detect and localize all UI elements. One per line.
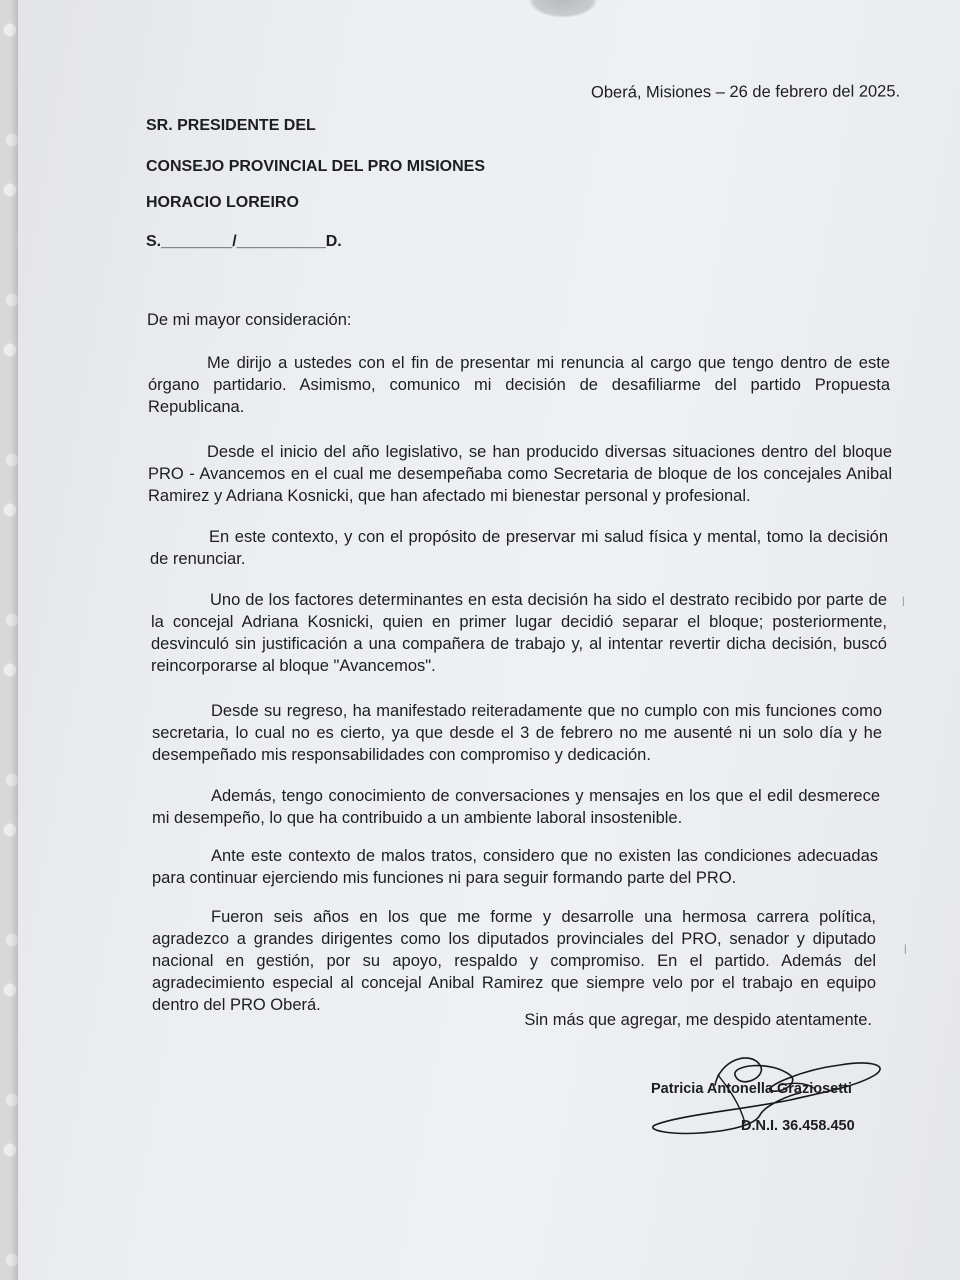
paragraph-5: Desde su regreso, ha manifestado reiteradamente que no cumplo con mis funciones como secretaria, lo cual no es cierto, ya que desde el 3 de febrero no me ausenté ni un solo día y he desempeñado mis responsabilidades con compromiso y dedicación.: [152, 702, 882, 764]
date-line: Oberá, Misiones – 26 de febrero del 2025.: [590, 82, 901, 102]
closing-line: Sin más que agregar, me despido atentamente.: [524, 1011, 872, 1029]
recipient-line-1: SR. PRESIDENTE DEL: [146, 117, 316, 134]
paragraph-1: Me dirijo a ustedes con el fin de presentar mi renuncia al cargo que tengo dentro de este órgano partidario. Asimismo, comunico mi decisión de desafiliarme del partido Propuesta Republicana.: [148, 354, 890, 416]
paragraph-7: Ante este contexto de malos tratos, considero que no existen las condiciones adecuadas para continuar ejerciendo mis funciones ni para seguir formando parte del PRO.: [152, 847, 878, 887]
signer-dni: D.N.I. 36.458.450: [741, 1118, 855, 1134]
recipient-line-3: HORACIO LOREIRO: [146, 194, 299, 211]
paragraph-3: En este contexto, y con el propósito de preservar mi salud física y mental, tomo la decisión de renunciar.: [150, 528, 888, 568]
recipient-line-4: S.________/__________D.: [146, 233, 342, 250]
recipient-line-2: CONSEJO PROVINCIAL DEL PRO MISIONES: [146, 158, 486, 175]
greeting: De mi mayor consideración:: [147, 311, 352, 329]
signer-name: Patricia Antonella Graziosetti: [651, 1081, 852, 1097]
margin-mark: |: [904, 944, 907, 955]
paragraph-6: Además, tengo conocimiento de conversaciones y mensajes en los que el edil desmerece mi desempeño, lo que ha contribuido a un ambiente laboral insostenible.: [152, 787, 880, 827]
paragraph-2: Desde el inicio del año legislativo, se han producido diversas situaciones dentro del bloque PRO - Avancemos en el cual me desempeñaba como Secretaria de bloque de los concejales Anibal Ramirez y Adriana Kosnicki, que han afectado mi bienestar personal y profesional.: [148, 443, 892, 505]
margin-mark: |: [902, 596, 905, 607]
paragraph-4: Uno de los factores determinantes en esta decisión ha sido el destrato recibido por parte de la concejal Adriana Kosnicki, quien en primer lugar decidió separar el bloque; posteriormente, desvinculó sin justificación a una compañera de trabajo y, al intentar revertir dicha decisión, buscó reincorporarse al bloque "Avancemos".: [151, 591, 887, 675]
paragraph-8: Fueron seis años en los que me forme y desarrolle una hermosa carrera política, agradezco a grandes dirigentes como los diputados provinciales del PRO, senador y diputado nacional en gestión, por su apoyo, respaldo y compromiso. En el partido. Además del agradecimiento especial al concejal Anibal Ramirez que siempre velo por el trabajo en equipo dentro del PRO Oberá.: [152, 908, 876, 1014]
